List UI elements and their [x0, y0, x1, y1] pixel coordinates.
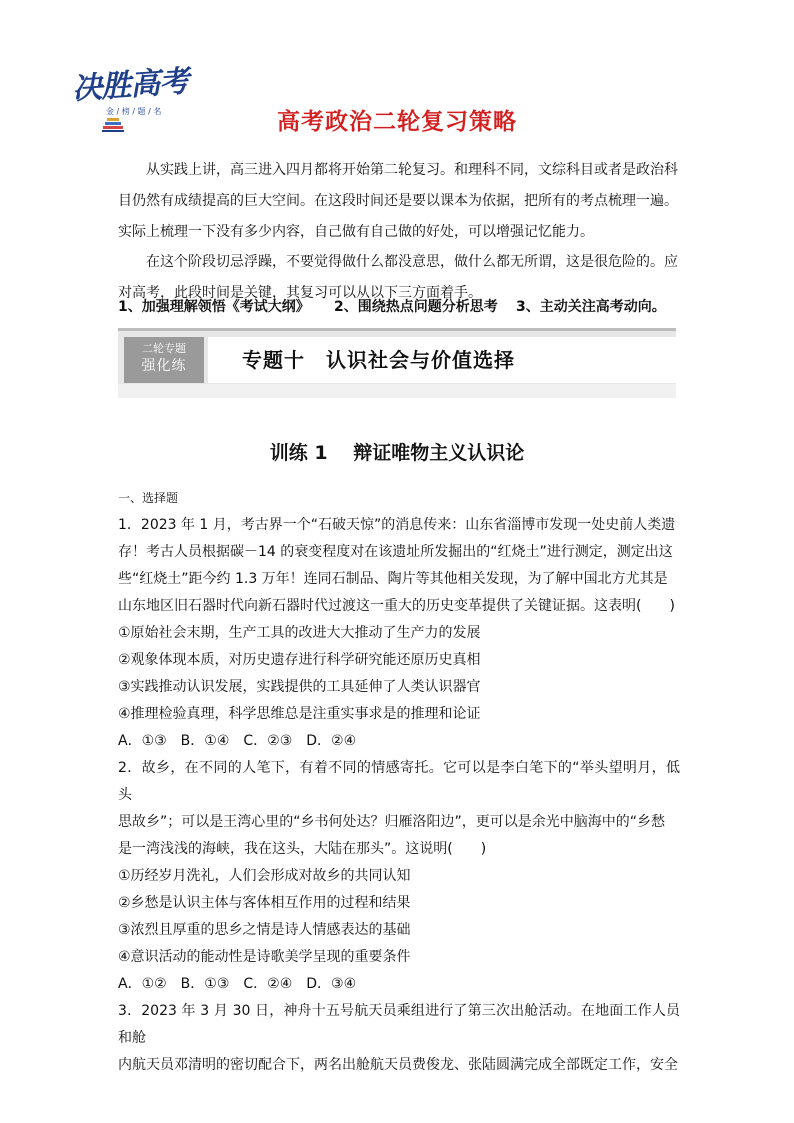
answer-choices: A．①③ B．①④ C．②③ D．②④: [118, 733, 357, 749]
question-option: ①历经岁月洗礼，人们会形成对故乡的共同认知: [118, 868, 411, 884]
question-stem-line: 是一湾浅浅的海峡，我在这头，大陆在那头”。这说明( ): [118, 841, 487, 857]
question-stem-line: 1．2023 年 1 月，考古界一个“石破天惊”的消息传来：山东省淄博市发现一处史前人类遗: [118, 517, 676, 533]
question-option: ④推理检验真理，科学思维总是注重实事求是的推理和论证: [118, 706, 481, 722]
question-list: [118, 512, 680, 1079]
answer-choices: A．①② B．①③ C．②④ D．③④: [118, 976, 357, 992]
logo-subtitle: 金 / 榜 / 题 / 名: [106, 107, 162, 116]
question-2: [118, 755, 680, 998]
question-stem-line: 内航天员邓清明的密切配合下，两名出舱航天员费俊龙、张陆圆满完成全部既定工作，安全: [118, 1057, 678, 1073]
question-option: ②乡愁是认识主体与客体相互作用的过程和结果: [118, 895, 411, 911]
banner-tag: [124, 337, 204, 383]
section-title: 训练 1 辩证唯物主义认识论: [269, 442, 525, 464]
topic-banner: [118, 328, 676, 387]
strategy-item: 2、围绕热点问题分析思考: [334, 299, 498, 315]
banner-divider: [118, 384, 676, 398]
question-1: [118, 512, 680, 755]
section-heading: 一、选择题: [118, 491, 179, 505]
strategy-item: 3、主动关注高考动向。: [516, 299, 666, 315]
question-3: [118, 998, 680, 1079]
banner-tag-line-2: 强化练: [141, 358, 187, 374]
question-stem-line: 些“红烧土”距今约 1.3 万年！连同石制品、陶片等其他相关发现，为了解中国北方尤其是: [118, 571, 668, 587]
intro-paragraph-2: 在这个阶段切忌浮躁，不要觉得做什么都没意思，做什么都无所谓，这是很危险的。应对高考，此段时间是关键，其复习可以从以下三方面着手。: [118, 254, 678, 301]
intro-paragraph-1: 从实践上讲，高三进入四月都将开始第二轮复习。和理科不同，文综科目或者是政治科目仍然有成绩提高的巨大空间。在这段时间还是要以课本为依据，把所有的考点梳理一遍。实际上梳理一下没有多少内容，自己做有自己做的好处，可以增强记忆能力。: [118, 162, 678, 240]
banner-title: 专题十 认识社会与价值选择: [242, 348, 515, 372]
question-stem-line: 2．故乡，在不同的人笔下，有着不同的情感寄托。它可以是李白笔下的“举头望明月，低头: [118, 760, 680, 803]
page-title: 高考政治二轮复习策略: [277, 109, 517, 135]
question-option: ②观象体现本质，对历史遗存进行科学研究能还原历史真相: [118, 652, 481, 668]
question-stem-line: 3．2023 年 3 月 30 日，神舟十五号航天员乘组进行了第三次出舱活动。在地面工作人员和舱: [118, 1003, 680, 1046]
logo-text: 决胜高考: [71, 63, 190, 107]
question-option: ④意识活动的能动性是诗歌美学呈现的重要条件: [118, 949, 411, 965]
question-option: ①原始社会末期，生产工具的改进大大推动了生产力的发展: [118, 625, 481, 641]
question-stem-line: 山东地区旧石器时代向新石器时代过渡这一重大的历史变革提供了关键证据。这表明( ): [118, 598, 675, 614]
question-option: ③浓烈且厚重的思乡之情是诗人情感表达的基础: [118, 922, 411, 938]
question-stem-line: 思故乡”；可以是王湾心里的“乡书何处达？归雁洛阳边”，更可以是余光中脑海中的“乡愁: [118, 814, 666, 830]
strategy-item: 1、加强理解领悟《考试大纲》: [118, 299, 310, 315]
banner-tag-line-1: 二轮专题: [142, 342, 186, 355]
question-stem-line: 存！考古人员根据碳－14 的衰变程度对在该遗址所发掘出的“红烧土”进行测定，测定出这: [118, 544, 673, 560]
question-option: ③实践推动认识发展，实践提供的工具延伸了人类认识器官: [118, 679, 481, 695]
strategy-list: [118, 296, 698, 316]
